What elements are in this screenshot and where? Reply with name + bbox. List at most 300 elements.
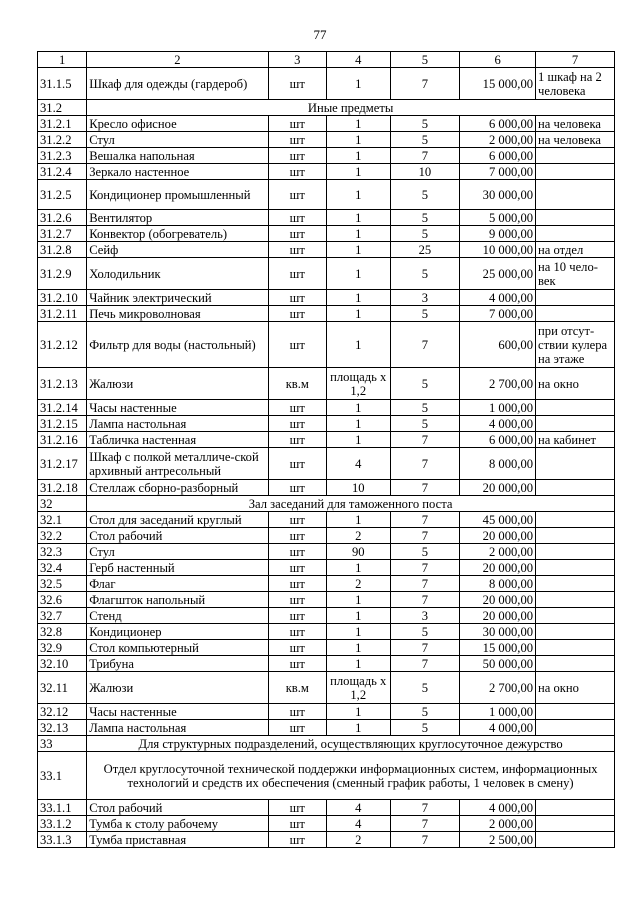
table-row bbox=[38, 576, 615, 592]
item-price: 5 000,00 bbox=[460, 210, 536, 226]
item-quantity: 1 bbox=[326, 560, 390, 576]
item-service-years: 7 bbox=[390, 560, 460, 576]
row-code: 32.1 bbox=[38, 512, 87, 528]
table-row bbox=[38, 528, 615, 544]
item-unit: шт bbox=[268, 704, 326, 720]
item-note bbox=[536, 608, 615, 624]
item-unit: шт bbox=[268, 180, 326, 210]
table-row bbox=[38, 290, 615, 306]
item-service-years: 7 bbox=[390, 528, 460, 544]
table-row bbox=[38, 592, 615, 608]
item-note: при отсут-ствии кулера на этаже bbox=[536, 322, 615, 368]
item-note bbox=[536, 290, 615, 306]
item-note bbox=[536, 306, 615, 322]
item-name: Кондиционер bbox=[87, 624, 268, 640]
item-unit: шт bbox=[268, 816, 326, 832]
table-row bbox=[38, 322, 615, 368]
item-unit: шт bbox=[268, 242, 326, 258]
row-code: 31.1.5 bbox=[38, 68, 87, 100]
row-code: 31.2.3 bbox=[38, 148, 87, 164]
table-row bbox=[38, 816, 615, 832]
item-service-years: 25 bbox=[390, 242, 460, 258]
item-unit: шт bbox=[268, 624, 326, 640]
item-price: 30 000,00 bbox=[460, 180, 536, 210]
item-note bbox=[536, 656, 615, 672]
item-unit: шт bbox=[268, 448, 326, 480]
item-price: 2 500,00 bbox=[460, 832, 536, 848]
header-cell: 3 bbox=[268, 52, 326, 68]
item-name: Зеркало настенное bbox=[87, 164, 268, 180]
item-quantity: 4 bbox=[326, 816, 390, 832]
item-unit: шт bbox=[268, 800, 326, 816]
item-note bbox=[536, 528, 615, 544]
item-name: Стол рабочий bbox=[87, 528, 268, 544]
item-unit: шт bbox=[268, 322, 326, 368]
item-note bbox=[536, 480, 615, 496]
item-price: 20 000,00 bbox=[460, 560, 536, 576]
item-name: Кондиционер промышленный bbox=[87, 180, 268, 210]
item-price: 15 000,00 bbox=[460, 640, 536, 656]
item-quantity: 1 bbox=[326, 624, 390, 640]
item-name: Холодильник bbox=[87, 258, 268, 290]
item-service-years: 7 bbox=[390, 656, 460, 672]
item-unit: шт bbox=[268, 480, 326, 496]
item-name: Стол рабочий bbox=[87, 800, 268, 816]
item-unit: шт bbox=[268, 400, 326, 416]
item-name: Чайник электрический bbox=[87, 290, 268, 306]
table-row bbox=[38, 164, 615, 180]
table-row bbox=[38, 132, 615, 148]
item-service-years: 7 bbox=[390, 816, 460, 832]
item-price: 4 000,00 bbox=[460, 720, 536, 736]
item-quantity: 1 bbox=[326, 258, 390, 290]
table-row bbox=[38, 640, 615, 656]
item-service-years: 7 bbox=[390, 800, 460, 816]
item-service-years: 7 bbox=[390, 432, 460, 448]
item-name: Стол компьютерный bbox=[87, 640, 268, 656]
row-code: 31.2.6 bbox=[38, 210, 87, 226]
item-note bbox=[536, 544, 615, 560]
header-cell: 2 bbox=[87, 52, 268, 68]
table-row bbox=[38, 242, 615, 258]
row-code: 31.2.11 bbox=[38, 306, 87, 322]
item-quantity: 4 bbox=[326, 800, 390, 816]
item-unit: шт bbox=[268, 306, 326, 322]
item-name: Жалюзи bbox=[87, 672, 268, 704]
table-row bbox=[38, 306, 615, 322]
table-row bbox=[38, 720, 615, 736]
table-row bbox=[38, 800, 615, 816]
header-cell: 4 bbox=[326, 52, 390, 68]
item-price: 4 000,00 bbox=[460, 290, 536, 306]
item-quantity: 1 bbox=[326, 132, 390, 148]
row-code: 32.3 bbox=[38, 544, 87, 560]
item-name: Вентилятор bbox=[87, 210, 268, 226]
item-service-years: 7 bbox=[390, 148, 460, 164]
table-row bbox=[38, 148, 615, 164]
item-price: 50 000,00 bbox=[460, 656, 536, 672]
item-quantity: 2 bbox=[326, 528, 390, 544]
furniture-norms-table bbox=[37, 51, 615, 848]
table-row bbox=[38, 368, 615, 400]
item-note bbox=[536, 624, 615, 640]
row-code: 31.2.14 bbox=[38, 400, 87, 416]
row-code: 33.1.3 bbox=[38, 832, 87, 848]
row-code: 32.13 bbox=[38, 720, 87, 736]
table-row bbox=[38, 68, 615, 100]
item-service-years: 7 bbox=[390, 592, 460, 608]
item-note bbox=[536, 210, 615, 226]
item-price: 6 000,00 bbox=[460, 116, 536, 132]
table-row bbox=[38, 704, 615, 720]
item-price: 1 000,00 bbox=[460, 400, 536, 416]
item-service-years: 5 bbox=[390, 624, 460, 640]
row-code: 31.2.17 bbox=[38, 448, 87, 480]
item-price: 10 000,00 bbox=[460, 242, 536, 258]
item-name: Кресло офисное bbox=[87, 116, 268, 132]
item-note bbox=[536, 592, 615, 608]
section-row bbox=[38, 100, 615, 116]
item-unit: шт bbox=[268, 720, 326, 736]
item-price: 8 000,00 bbox=[460, 576, 536, 592]
row-code: 31.2.15 bbox=[38, 416, 87, 432]
item-name: Фильтр для воды (настольный) bbox=[87, 322, 268, 368]
item-unit: шт bbox=[268, 164, 326, 180]
header-cell: 7 bbox=[536, 52, 615, 68]
row-code: 31.2.9 bbox=[38, 258, 87, 290]
item-unit: шт bbox=[268, 560, 326, 576]
item-service-years: 5 bbox=[390, 416, 460, 432]
row-code: 31.2 bbox=[38, 100, 87, 116]
item-quantity: 4 bbox=[326, 448, 390, 480]
item-unit: шт bbox=[268, 210, 326, 226]
row-code: 32.5 bbox=[38, 576, 87, 592]
item-service-years: 3 bbox=[390, 608, 460, 624]
item-quantity: площадь х 1,2 bbox=[326, 368, 390, 400]
item-quantity: 1 bbox=[326, 322, 390, 368]
item-quantity: 1 bbox=[326, 164, 390, 180]
item-price: 20 000,00 bbox=[460, 592, 536, 608]
item-note bbox=[536, 148, 615, 164]
row-code: 32.12 bbox=[38, 704, 87, 720]
row-code: 31.2.13 bbox=[38, 368, 87, 400]
row-code: 31.2.5 bbox=[38, 180, 87, 210]
item-unit: шт bbox=[268, 608, 326, 624]
item-quantity: 1 bbox=[326, 512, 390, 528]
item-name: Лампа настольная bbox=[87, 416, 268, 432]
row-code: 32.7 bbox=[38, 608, 87, 624]
item-name: Часы настенные bbox=[87, 704, 268, 720]
item-price: 45 000,00 bbox=[460, 512, 536, 528]
item-name: Конвектор (обогреватель) bbox=[87, 226, 268, 242]
page-number: 77 bbox=[313, 27, 327, 42]
item-note bbox=[536, 576, 615, 592]
item-note bbox=[536, 560, 615, 576]
header-row bbox=[38, 52, 615, 68]
table-row bbox=[38, 210, 615, 226]
row-code: 32.4 bbox=[38, 560, 87, 576]
table-row bbox=[38, 512, 615, 528]
row-code: 31.2.8 bbox=[38, 242, 87, 258]
section-row bbox=[38, 496, 615, 512]
item-note: на кабинет bbox=[536, 432, 615, 448]
item-name: Тумба к столу рабочему bbox=[87, 816, 268, 832]
item-unit: шт bbox=[268, 290, 326, 306]
table-row bbox=[38, 400, 615, 416]
header-cell: 5 bbox=[390, 52, 460, 68]
row-code: 32.6 bbox=[38, 592, 87, 608]
header-cell: 6 bbox=[460, 52, 536, 68]
item-name: Флагшток напольный bbox=[87, 592, 268, 608]
item-quantity: 1 bbox=[326, 180, 390, 210]
item-unit: шт bbox=[268, 148, 326, 164]
item-name: Печь микроволновая bbox=[87, 306, 268, 322]
item-quantity: 1 bbox=[326, 116, 390, 132]
item-service-years: 7 bbox=[390, 448, 460, 480]
item-unit: шт bbox=[268, 68, 326, 100]
item-service-years: 5 bbox=[390, 368, 460, 400]
item-price: 4 000,00 bbox=[460, 800, 536, 816]
item-quantity: 1 bbox=[326, 704, 390, 720]
table-row bbox=[38, 656, 615, 672]
table-row bbox=[38, 180, 615, 210]
item-price: 8 000,00 bbox=[460, 448, 536, 480]
item-note: на человека bbox=[536, 132, 615, 148]
item-service-years: 5 bbox=[390, 258, 460, 290]
item-unit: шт bbox=[268, 226, 326, 242]
item-note: на 10 чело-век bbox=[536, 258, 615, 290]
item-price: 6 000,00 bbox=[460, 148, 536, 164]
row-code: 33.1.2 bbox=[38, 816, 87, 832]
item-price: 9 000,00 bbox=[460, 226, 536, 242]
item-service-years: 7 bbox=[390, 322, 460, 368]
row-code: 32.11 bbox=[38, 672, 87, 704]
item-quantity: 90 bbox=[326, 544, 390, 560]
item-note: на отдел bbox=[536, 242, 615, 258]
item-name: Тумба приставная bbox=[87, 832, 268, 848]
item-name: Стул bbox=[87, 132, 268, 148]
item-service-years: 5 bbox=[390, 116, 460, 132]
item-note bbox=[536, 226, 615, 242]
item-service-years: 5 bbox=[390, 210, 460, 226]
item-unit: кв.м bbox=[268, 672, 326, 704]
item-name: Герб настенный bbox=[87, 560, 268, 576]
item-name: Шкаф с полкой металличе-ской архивный антресольный bbox=[87, 448, 268, 480]
item-name: Вешалка напольная bbox=[87, 148, 268, 164]
section-row bbox=[38, 736, 615, 752]
item-unit: кв.м bbox=[268, 368, 326, 400]
item-service-years: 3 bbox=[390, 290, 460, 306]
item-note bbox=[536, 832, 615, 848]
item-price: 2 000,00 bbox=[460, 544, 536, 560]
item-service-years: 7 bbox=[390, 480, 460, 496]
item-quantity: 1 bbox=[326, 306, 390, 322]
item-quantity: 2 bbox=[326, 576, 390, 592]
item-unit: шт bbox=[268, 640, 326, 656]
item-note bbox=[536, 180, 615, 210]
row-code: 31.2.18 bbox=[38, 480, 87, 496]
item-unit: шт bbox=[268, 656, 326, 672]
item-quantity: 1 bbox=[326, 226, 390, 242]
item-price: 600,00 bbox=[460, 322, 536, 368]
item-unit: шт bbox=[268, 832, 326, 848]
item-quantity: 10 bbox=[326, 480, 390, 496]
item-price: 20 000,00 bbox=[460, 608, 536, 624]
item-price: 2 700,00 bbox=[460, 368, 536, 400]
item-quantity: 1 bbox=[326, 608, 390, 624]
table-row bbox=[38, 544, 615, 560]
item-note bbox=[536, 720, 615, 736]
item-price: 7 000,00 bbox=[460, 306, 536, 322]
item-note bbox=[536, 704, 615, 720]
item-price: 20 000,00 bbox=[460, 480, 536, 496]
item-service-years: 5 bbox=[390, 704, 460, 720]
item-quantity: 1 bbox=[326, 210, 390, 226]
item-service-years: 5 bbox=[390, 544, 460, 560]
item-quantity: 1 bbox=[326, 416, 390, 432]
table-row bbox=[38, 226, 615, 242]
item-quantity: 1 bbox=[326, 656, 390, 672]
item-price: 7 000,00 bbox=[460, 164, 536, 180]
section-title: Зал заседаний для таможенного поста bbox=[87, 496, 615, 512]
item-name: Флаг bbox=[87, 576, 268, 592]
item-quantity: 1 bbox=[326, 592, 390, 608]
item-service-years: 5 bbox=[390, 720, 460, 736]
item-note bbox=[536, 800, 615, 816]
item-service-years: 7 bbox=[390, 68, 460, 100]
row-code: 33 bbox=[38, 736, 87, 752]
item-note: на окно bbox=[536, 672, 615, 704]
item-name: Часы настенные bbox=[87, 400, 268, 416]
row-code: 32.9 bbox=[38, 640, 87, 656]
item-service-years: 5 bbox=[390, 672, 460, 704]
item-quantity: 1 bbox=[326, 148, 390, 164]
row-code: 32.8 bbox=[38, 624, 87, 640]
item-price: 30 000,00 bbox=[460, 624, 536, 640]
table-row bbox=[38, 480, 615, 496]
item-name: Стенд bbox=[87, 608, 268, 624]
item-quantity: 1 bbox=[326, 242, 390, 258]
item-quantity: площадь х 1,2 bbox=[326, 672, 390, 704]
item-name: Трибуна bbox=[87, 656, 268, 672]
item-name: Табличка настенная bbox=[87, 432, 268, 448]
item-note: на человека bbox=[536, 116, 615, 132]
item-unit: шт bbox=[268, 132, 326, 148]
item-note bbox=[536, 400, 615, 416]
item-price: 2 700,00 bbox=[460, 672, 536, 704]
item-quantity: 1 bbox=[326, 400, 390, 416]
item-price: 15 000,00 bbox=[460, 68, 536, 100]
item-quantity: 1 bbox=[326, 68, 390, 100]
item-unit: шт bbox=[268, 544, 326, 560]
item-service-years: 5 bbox=[390, 306, 460, 322]
item-name: Жалюзи bbox=[87, 368, 268, 400]
item-unit: шт bbox=[268, 258, 326, 290]
item-service-years: 5 bbox=[390, 132, 460, 148]
item-name: Шкаф для одежды (гардероб) bbox=[87, 68, 268, 100]
item-name: Стол для заседаний круглый bbox=[87, 512, 268, 528]
item-service-years: 7 bbox=[390, 640, 460, 656]
item-quantity: 1 bbox=[326, 640, 390, 656]
row-code: 31.2.1 bbox=[38, 116, 87, 132]
item-service-years: 7 bbox=[390, 512, 460, 528]
item-note: 1 шкаф на 2 человека bbox=[536, 68, 615, 100]
item-note bbox=[536, 816, 615, 832]
item-name: Стеллаж сборно-разборный bbox=[87, 480, 268, 496]
item-name: Стул bbox=[87, 544, 268, 560]
item-price: 4 000,00 bbox=[460, 416, 536, 432]
table-row bbox=[38, 432, 615, 448]
item-unit: шт bbox=[268, 576, 326, 592]
row-code: 32 bbox=[38, 496, 87, 512]
item-note bbox=[536, 448, 615, 480]
item-unit: шт bbox=[268, 512, 326, 528]
item-service-years: 5 bbox=[390, 180, 460, 210]
table-row bbox=[38, 416, 615, 432]
table-row bbox=[38, 672, 615, 704]
item-price: 1 000,00 bbox=[460, 704, 536, 720]
item-price: 2 000,00 bbox=[460, 816, 536, 832]
item-service-years: 7 bbox=[390, 576, 460, 592]
item-name: Сейф bbox=[87, 242, 268, 258]
item-quantity: 1 bbox=[326, 432, 390, 448]
item-service-years: 10 bbox=[390, 164, 460, 180]
table-row bbox=[38, 560, 615, 576]
item-unit: шт bbox=[268, 592, 326, 608]
item-quantity: 1 bbox=[326, 290, 390, 306]
table-row bbox=[38, 116, 615, 132]
table-row bbox=[38, 624, 615, 640]
row-code: 33.1.1 bbox=[38, 800, 87, 816]
row-code: 31.2.10 bbox=[38, 290, 87, 306]
row-code: 31.2.2 bbox=[38, 132, 87, 148]
item-unit: шт bbox=[268, 416, 326, 432]
table-row bbox=[38, 448, 615, 480]
section-title: Для структурных подразделений, осуществляющих круглосуточное дежурство bbox=[87, 736, 615, 752]
section-row bbox=[38, 752, 615, 800]
section-title: Иные предметы bbox=[87, 100, 615, 116]
item-service-years: 7 bbox=[390, 832, 460, 848]
table-row bbox=[38, 608, 615, 624]
item-unit: шт bbox=[268, 432, 326, 448]
item-price: 6 000,00 bbox=[460, 432, 536, 448]
item-note bbox=[536, 640, 615, 656]
row-code: 32.2 bbox=[38, 528, 87, 544]
item-quantity: 2 bbox=[326, 832, 390, 848]
item-note bbox=[536, 416, 615, 432]
item-note: на окно bbox=[536, 368, 615, 400]
header-cell: 1 bbox=[38, 52, 87, 68]
item-service-years: 5 bbox=[390, 226, 460, 242]
row-code: 32.10 bbox=[38, 656, 87, 672]
item-price: 20 000,00 bbox=[460, 528, 536, 544]
row-code: 31.2.7 bbox=[38, 226, 87, 242]
row-code: 31.2.4 bbox=[38, 164, 87, 180]
table-row bbox=[38, 832, 615, 848]
item-unit: шт bbox=[268, 116, 326, 132]
item-service-years: 5 bbox=[390, 400, 460, 416]
item-unit: шт bbox=[268, 528, 326, 544]
item-quantity: 1 bbox=[326, 720, 390, 736]
row-code: 33.1 bbox=[38, 752, 87, 800]
item-note bbox=[536, 512, 615, 528]
row-code: 31.2.16 bbox=[38, 432, 87, 448]
item-note bbox=[536, 164, 615, 180]
section-title: Отдел круглосуточной технической поддержки информационных систем, информационных технологий и средств их обеспечения (сменный график работы, 1 человек в смену) bbox=[87, 752, 615, 800]
item-price: 2 000,00 bbox=[460, 132, 536, 148]
row-code: 31.2.12 bbox=[38, 322, 87, 368]
table-row bbox=[38, 258, 615, 290]
